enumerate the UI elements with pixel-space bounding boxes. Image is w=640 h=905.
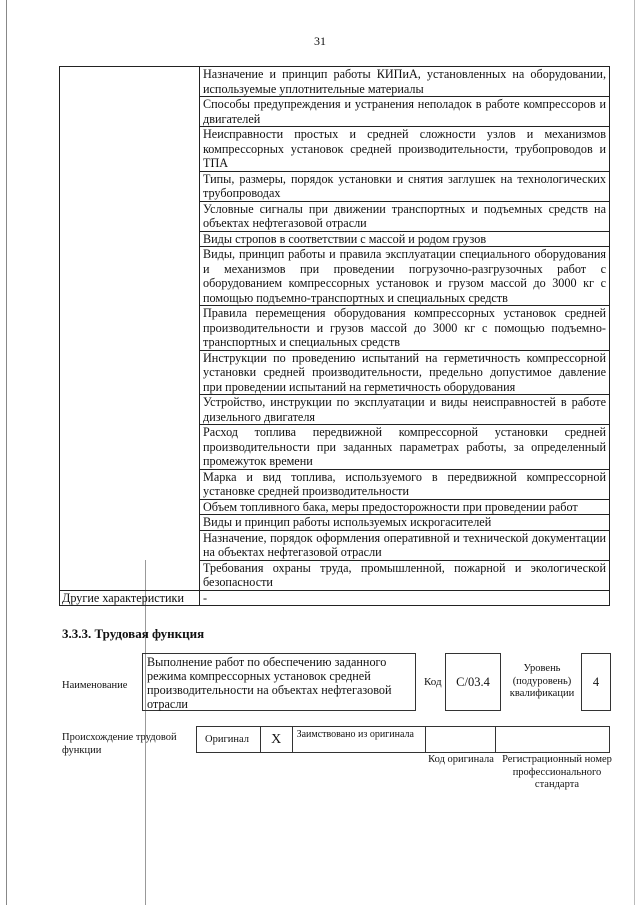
knowledge-row xyxy=(60,350,610,395)
knowledge-item: Способы предупреждения и устранения неполадок в работе компрессоров и двигателей xyxy=(200,97,610,127)
knowledge-item: Назначение и принцип работы КИПиА, установленных на оборудовании, используемые уплотнительные материалы xyxy=(200,67,610,97)
knowledge-left-cell xyxy=(60,395,200,425)
knowledge-item: Инструкции по проведению испытаний на герметичность компрессорной установки средней производительности, предельно допустимое давление при проведении испытаний на герметичность оборудования xyxy=(200,350,610,395)
knowledge-row xyxy=(60,247,610,306)
other-characteristics-label: Другие характеристики xyxy=(60,590,200,606)
knowledge-row xyxy=(60,306,610,351)
name-label: Наименование xyxy=(62,680,128,691)
origin-code-cell xyxy=(426,727,496,752)
knowledge-row xyxy=(60,515,610,531)
reg-number-cell xyxy=(496,727,609,752)
origin-label: Происхождение трудовой функции xyxy=(62,732,177,756)
knowledge-item: Назначение, порядок оформления оперативной и технической документации на объектах нефтегазовой отрасли xyxy=(200,530,610,560)
knowledge-item: Требования охраны труда, промышленной, пожарной и экологической безопасности xyxy=(200,560,610,590)
origin-row xyxy=(196,726,610,753)
origin-code-label: Код оригинала xyxy=(428,754,494,765)
level-value-box: 4 xyxy=(581,653,611,711)
knowledge-item: Неисправности простых и средней сложности узлов и механизмов компрессорных установок средней производительности, трубопроводов и ТПА xyxy=(200,127,610,172)
knowledge-row xyxy=(60,499,610,515)
knowledge-left-cell xyxy=(60,469,200,499)
scan-edge-left xyxy=(6,0,7,905)
knowledge-table-body xyxy=(60,67,610,606)
knowledge-left-cell xyxy=(60,97,200,127)
other-characteristics-row xyxy=(60,590,610,606)
knowledge-left-cell xyxy=(60,127,200,172)
other-characteristics-value: - xyxy=(200,590,610,606)
knowledge-left-cell xyxy=(60,515,200,531)
knowledge-left-cell xyxy=(60,171,200,201)
knowledge-item: Марка и вид топлива, используемого в передвижной компрессорной установке средней производительности xyxy=(200,469,610,499)
knowledge-left-cell xyxy=(60,231,200,247)
knowledge-item: Типы, размеры, порядок установки и снятия заглушек на технологических трубопроводах xyxy=(200,171,610,201)
knowledge-left-cell xyxy=(60,530,200,560)
knowledge-item: Условные сигналы при движении транспортных и подъемных средств на объектах нефтегазовой отрасли xyxy=(200,201,610,231)
knowledge-left-cell xyxy=(60,425,200,470)
function-name-box: Выполнение работ по обеспечению заданного режима компрессорных установок средней производительности на объектах нефтегазовой отрасли xyxy=(142,653,416,711)
knowledge-row xyxy=(60,425,610,470)
original-label: Оригинал xyxy=(197,727,261,752)
knowledge-row xyxy=(60,171,610,201)
knowledge-item: Объем топливного бака, меры предосторожности при проведении работ xyxy=(200,499,610,515)
knowledge-left-cell xyxy=(60,67,200,97)
section-title: 3.3.3. Трудовая функция xyxy=(62,626,205,641)
knowledge-left-cell xyxy=(60,350,200,395)
scan-edge-right xyxy=(634,0,635,905)
knowledge-row xyxy=(60,97,610,127)
knowledge-row xyxy=(60,67,610,97)
knowledge-left-cell xyxy=(60,247,200,306)
knowledge-row xyxy=(60,201,610,231)
original-mark: X xyxy=(261,727,293,752)
borrowed-label: Заимствовано из оригинала xyxy=(293,727,426,752)
knowledge-left-cell xyxy=(60,560,200,590)
knowledge-left-cell xyxy=(60,201,200,231)
code-value-box: C/03.4 xyxy=(445,653,501,711)
knowledge-item: Расход топлива передвижной компрессорной установки средней производительности при заданных параметрах работы, за определенный промежуток времени xyxy=(200,425,610,470)
reg-number-label: Регистрационный номер профессионального стандарта xyxy=(502,754,612,790)
knowledge-row xyxy=(60,530,610,560)
knowledge-row xyxy=(60,231,610,247)
knowledge-row xyxy=(60,127,610,172)
level-label: Уровень (подуровень) квалификации xyxy=(509,663,575,699)
page-number: 31 xyxy=(314,34,326,48)
knowledge-item: Виды, принцип работы и правила эксплуатации специального оборудования и механизмов при проведении погрузочно-разгрузочных работ с оборудованием компрессорных установок и грузом массой до 3000 кг с помощью подъемно-транспортных и специальных средств xyxy=(200,247,610,306)
knowledge-row xyxy=(60,395,610,425)
knowledge-item: Виды и принцип работы используемых искрогасителей xyxy=(200,515,610,531)
knowledge-row xyxy=(60,560,610,590)
knowledge-item: Устройство, инструкции по эксплуатации и виды неисправностей в работе дизельного двигателя xyxy=(200,395,610,425)
knowledge-item: Правила перемещения оборудования компрессорных установок средней производительности и грузов массой до 3000 кг с помощью подъемно-транспортных и специальных средств xyxy=(200,306,610,351)
knowledge-item: Виды стропов в соответствии с массой и родом грузов xyxy=(200,231,610,247)
knowledge-left-cell xyxy=(60,499,200,515)
code-label: Код xyxy=(424,676,442,688)
knowledge-row xyxy=(60,469,610,499)
knowledge-table xyxy=(59,66,610,606)
knowledge-left-cell xyxy=(60,306,200,351)
